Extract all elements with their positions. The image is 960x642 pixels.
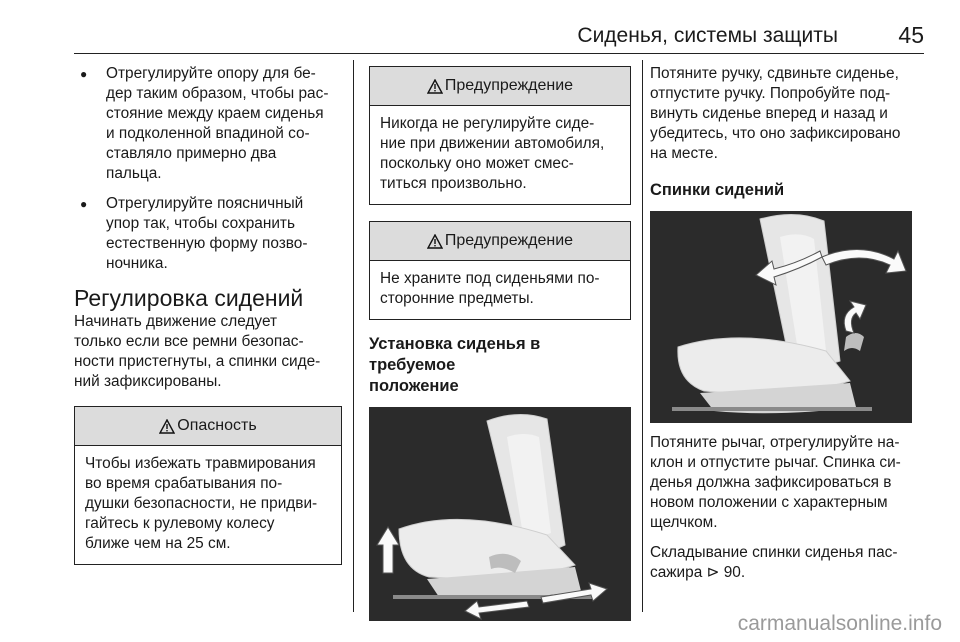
section-title: Регулировка сидений <box>74 285 304 311</box>
seat-slide-instructions: Потяните ручку, сдвиньте сиденье, отпустите ручку. Попробуйте под- винуть сиденье вперед и назад и убедитесь, что оно зафиксировано на месте. <box>650 65 901 162</box>
column-middle <box>369 64 631 621</box>
watermark-url[interactable]: carmanualsonline.info <box>737 612 942 635</box>
header-rule <box>74 53 924 54</box>
seat-slide-illustration <box>369 407 631 621</box>
warning-box-1-title: Предупреждение <box>444 77 574 94</box>
danger-box-text: Чтобы избежать травмирования во время срабатывания по- душки безопасности, не придви- гайтесь к рулевому колесу ближе чем на 25 см. <box>85 455 318 552</box>
column-left <box>74 64 342 565</box>
warning-triangle-icon <box>427 234 443 249</box>
warning-box-1 <box>369 66 631 205</box>
warning-box-2-title: Предупреждение <box>444 232 574 249</box>
header-title: Сиденья, системы защиты <box>577 24 838 47</box>
seat-position-subheading: Установка сиденья в требуемое положение <box>369 335 541 395</box>
warning-box-2-text: Не храните под сиденьями по- сторонние предметы. <box>380 270 600 307</box>
bullet-lumbar-support: ● Отрегулируйте поясничный упор так, чтобы сохранить естественную форму позво- ночника. <box>74 194 342 274</box>
warning-box-1-text: Никогда не регулируйте сиде- ние при движении автомобиля, поскольку оно может смес- титься произвольно. <box>380 115 605 192</box>
column-divider-right <box>642 60 643 612</box>
danger-box <box>74 406 342 565</box>
fold-passenger-seatback: Складывание спинки сиденья пас- сажира ⊳ 90. <box>650 544 898 581</box>
seatbacks-subheading: Спинки сидений <box>650 181 785 199</box>
bullet-thigh-support: ● Отрегулируйте опору для бе- дер таким образом, чтобы рас- стояние между краем сиденья и подколенной впадиной со- ставляло примерно два пальца. <box>74 64 342 184</box>
danger-box-header <box>75 407 341 446</box>
danger-box-title: Опасность <box>177 417 257 434</box>
warning-box-1-header <box>370 67 630 106</box>
intro-paragraph: Начинать движение следует только если все ремни безопас- ности пристегнуты, а спинки сиде- ний зафиксированы. <box>74 313 321 390</box>
page-number: 45 <box>898 22 924 48</box>
warning-box-2 <box>369 221 631 320</box>
bullet-list <box>74 64 342 274</box>
column-divider-left <box>353 60 354 612</box>
warning-triangle-icon <box>159 419 175 434</box>
column-right <box>650 64 928 583</box>
backrest-recline-illustration <box>650 211 912 423</box>
recline-instructions: Потяните рычаг, отрегулируйте на- клон и отпустите рычаг. Спинка си- денья должна зафиксироваться в новом положении с характерным щелчком. <box>650 434 901 531</box>
warning-box-2-header <box>370 222 630 261</box>
warning-triangle-icon <box>427 79 443 94</box>
